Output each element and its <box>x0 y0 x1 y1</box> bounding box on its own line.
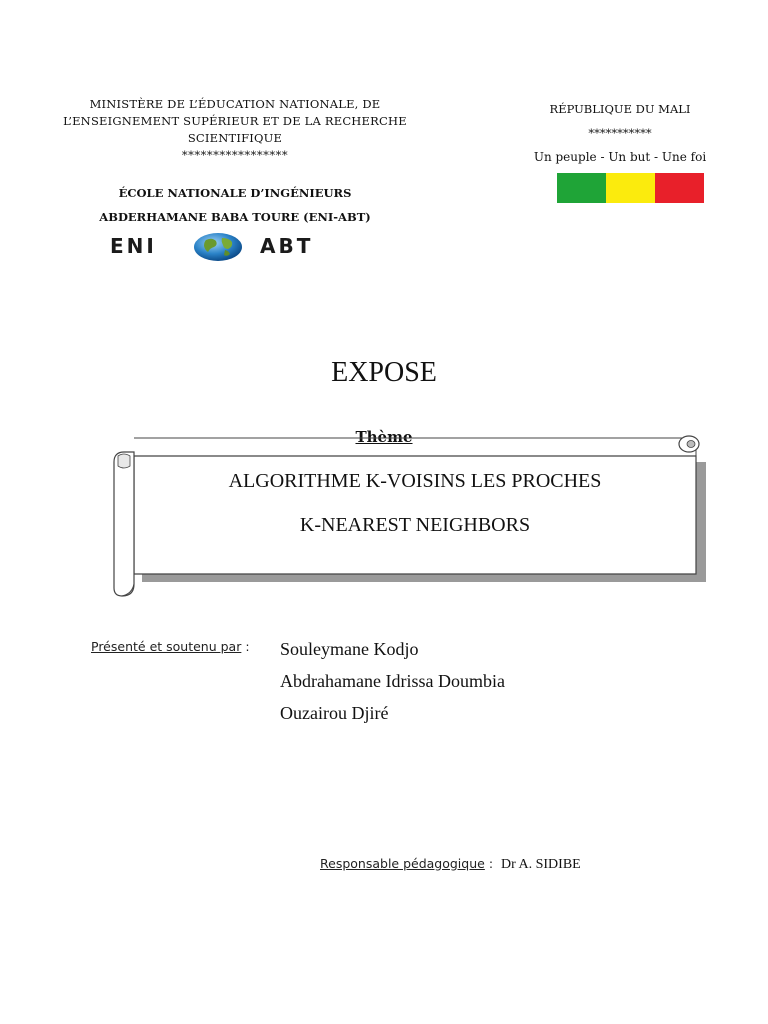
author-list <box>280 633 505 729</box>
author-name: Ouzairou Djiré <box>280 703 389 723</box>
school-name <box>60 181 410 229</box>
republic-header <box>520 97 720 169</box>
supervisor-label: Responsable pédagogique <box>320 856 485 871</box>
flag-stripe-red <box>655 173 704 203</box>
ministry-line: MINISTÈRE DE L’ÉDUCATION NATIONALE, DE <box>89 97 381 111</box>
presented-separator: : <box>241 639 250 654</box>
mali-flag <box>557 173 704 203</box>
ministry-stars: ***************** <box>181 148 289 162</box>
school-line-2: ABDERHAMANE BABA TOURE (ENI-ABT) <box>99 210 371 224</box>
ministry-line: SCIENTIFIQUE <box>187 131 283 145</box>
globe-icon <box>192 232 244 262</box>
flag-stripe-green <box>557 173 606 203</box>
eni-abt-logo <box>110 232 335 262</box>
theme-line-french: ALGORITHME K-VOISINS LES PROCHES <box>228 470 602 492</box>
school-line-1: ÉCOLE NATIONALE D’INGÉNIEURS <box>118 186 352 200</box>
author-name: Souleymane Kodjo <box>280 639 419 659</box>
supervisor-name: Dr A. SIDIBE <box>500 857 581 872</box>
presented-by <box>91 639 250 654</box>
republic-stars: *********** <box>588 126 652 140</box>
ministry-line: L’ENSEIGNEMENT SUPÉRIEUR ET DE LA RECHERCHE <box>63 114 407 128</box>
supervisor-separator: : <box>484 856 494 871</box>
document-title: EXPOSE <box>331 357 437 388</box>
author-name: Abdrahamane Idrissa Doumbia <box>280 671 505 691</box>
theme-line-english: K-NEAREST NEIGHBORS <box>299 514 531 536</box>
logo-text-left: ENI <box>110 234 157 258</box>
ministry-header <box>60 96 410 164</box>
flag-stripe-yellow <box>606 173 655 203</box>
presented-label: Présenté et soutenu par <box>91 639 242 654</box>
national-motto: Un peuple - Un but - Une foi <box>533 150 707 164</box>
supervisor <box>320 856 581 873</box>
country-name: RÉPUBLIQUE DU MALI <box>549 102 691 116</box>
theme-text <box>135 459 695 547</box>
logo-text-right: ABT <box>260 234 314 258</box>
theme-label: Thème <box>355 428 413 446</box>
